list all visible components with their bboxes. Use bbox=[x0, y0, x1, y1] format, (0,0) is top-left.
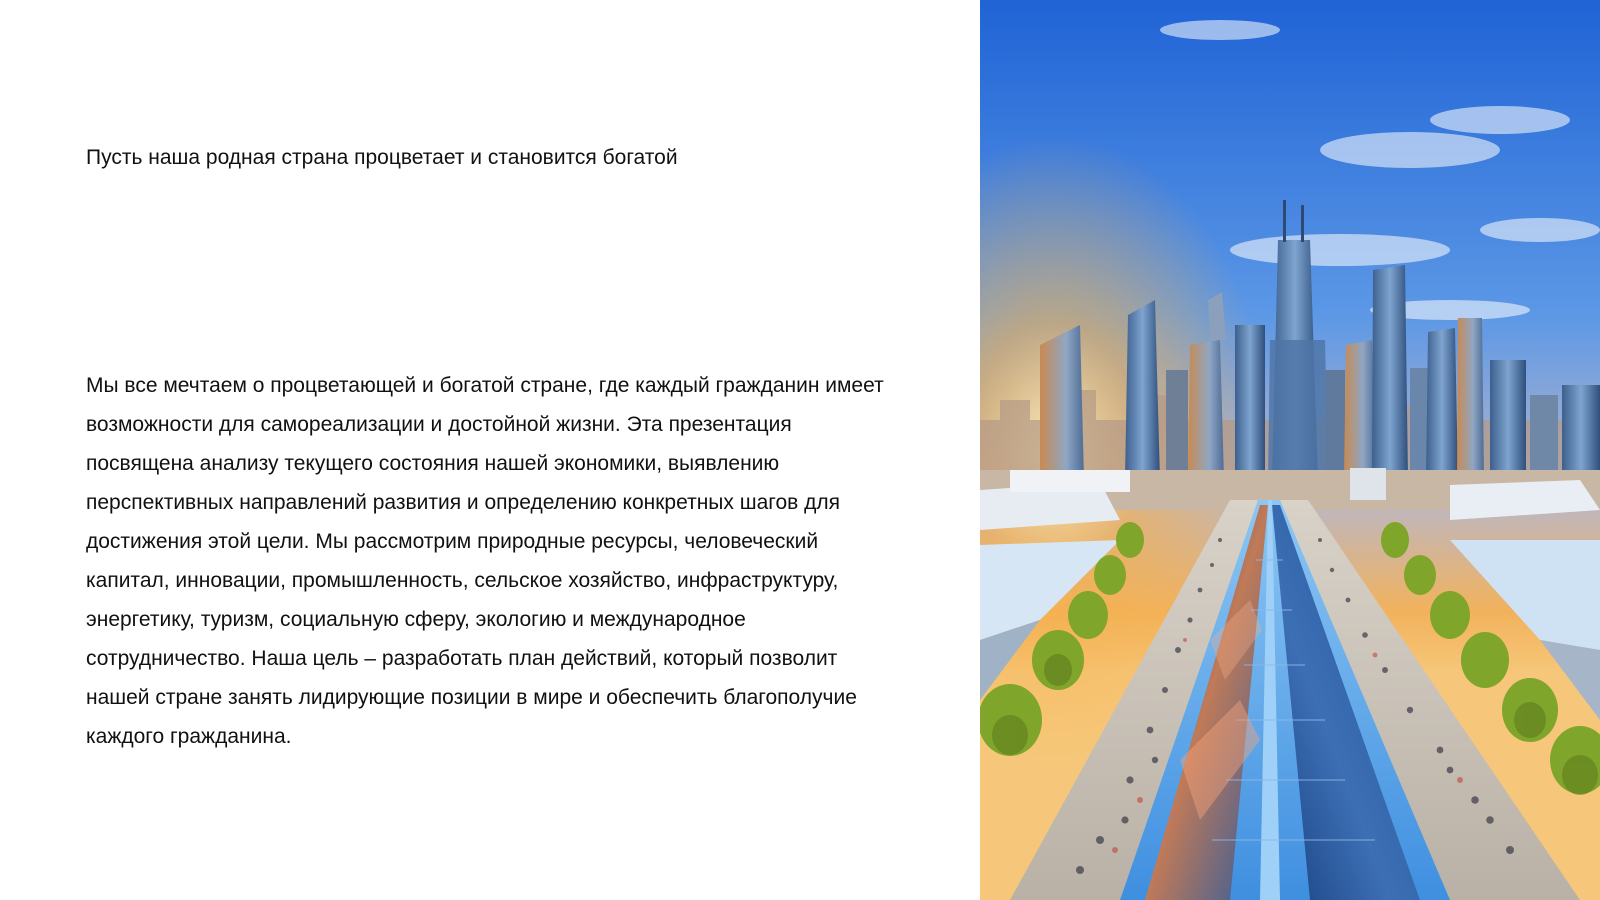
text-column bbox=[86, 0, 916, 900]
city-solar-illustration bbox=[980, 0, 1600, 900]
slide-title: Пусть наша родная страна процветает и становится богатой bbox=[86, 146, 678, 169]
city-solar-photo bbox=[980, 0, 1600, 900]
slide-body-text: Мы все мечтаем о процветающей и богатой стране, где каждый гражданин имеет возможности для самореализации и достойной жизни. Эта презентация посвящена анализу текущего состояния нашей экономики, выявлению перспективных направлений развития и определению конкретных шагов для достижения этой цели. Мы рассмотрим природные ресурсы, человеческий капитал, инновации, промышленность, сельское хозяйство, инфраструктуру, энергетику, туризм, социальную сферу, экологию и международное сотрудничество. Наша цель – разработать план действий, который позволит нашей стране занять лидирующие позиции в мире и обеспечить благополучие каждого гражданина. bbox=[86, 374, 884, 748]
